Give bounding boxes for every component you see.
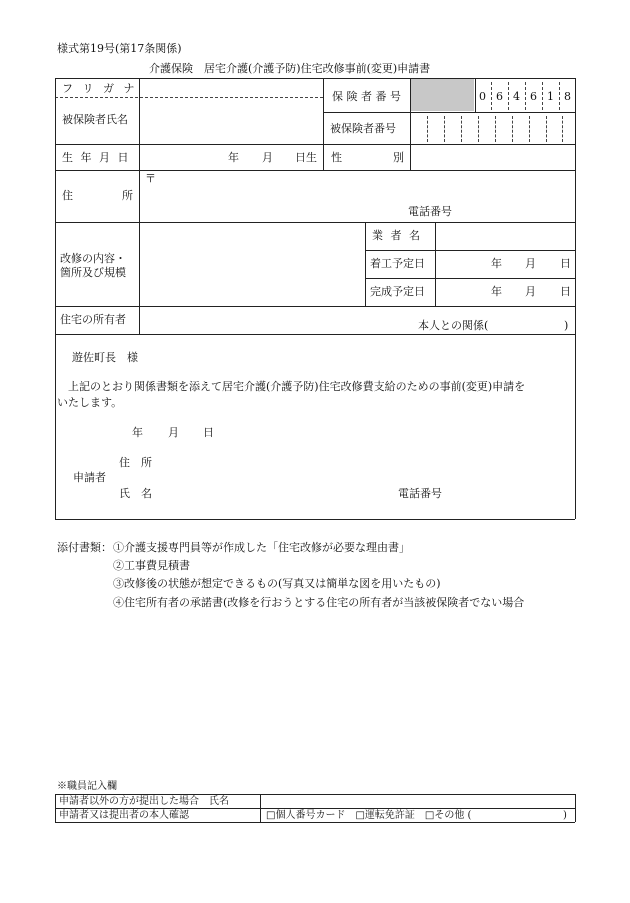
relation-label: 本人との関係(	[418, 319, 489, 332]
furigana-label: フ リ ガ ナ	[62, 82, 138, 95]
date-year: 年	[132, 426, 143, 439]
owner-label: 住宅の所有者	[60, 313, 126, 326]
sex-label: 性	[331, 151, 342, 164]
insurer-number-digit: 4	[513, 90, 520, 103]
addressee: 遊佐町長 様	[72, 351, 138, 364]
identity-options-close: )	[563, 810, 567, 821]
insurer-number-digit: 8	[564, 90, 571, 103]
birthdate-day: 日生	[295, 151, 317, 164]
date-day: 日	[203, 426, 214, 439]
form-number: 様式第19号(第17条関係)	[57, 42, 182, 55]
start-year: 年	[491, 257, 502, 270]
attachment-item: ②工事費見積書	[113, 559, 190, 572]
insurer-number-digit: 0	[479, 90, 486, 103]
postal-mark: 〒	[145, 172, 156, 185]
birthdate-label: 生 年 月 日	[62, 151, 131, 164]
start-day: 日	[560, 257, 571, 270]
staff-row-submitter: 申請者以外の方が提出した場合 氏名	[59, 796, 229, 807]
applicant-name-label: 氏 名	[119, 487, 152, 500]
insurer-number-shaded-cell	[411, 79, 474, 111]
finish-day: 日	[560, 285, 571, 298]
birthdate-month: 月	[262, 151, 273, 164]
insurer-number-digit: 6	[496, 90, 503, 103]
identity-options: □個人番号カード □運転免許証 □その他 (	[266, 810, 472, 821]
renovation-label: 箇所及び規模	[60, 266, 126, 279]
insured-name-label: 被保険者氏名	[62, 113, 128, 126]
renovation-label: 改修の内容・	[60, 252, 126, 265]
staff-row-identity: 申請者又は提出者の本人確認	[59, 810, 189, 821]
address-label: 住	[62, 189, 73, 202]
applicant-phone-label: 電話番号	[398, 487, 442, 500]
address-label-2: 所	[122, 189, 133, 202]
insurer-number-digit: 1	[547, 90, 554, 103]
attachments-label: 添付書類：	[57, 541, 112, 554]
start-date-label: 着工予定日	[370, 257, 425, 270]
birthdate-year: 年	[228, 151, 239, 164]
contractor-label: 業 者 名	[372, 229, 422, 242]
start-month: 月	[525, 257, 536, 270]
date-month: 月	[168, 426, 179, 439]
phone-label: 電話番号	[408, 205, 452, 218]
attachment-item: ④住宅所有者の承諾書(改修を行おうとする住宅の所有者が当該被保険者でない場合	[113, 596, 525, 609]
request-text: 上記のとおり関係書類を添えて居宅介護(介護予防)住宅改修費支給のための事前(変更)申請を	[68, 380, 526, 393]
request-text: いたします。	[57, 396, 123, 409]
finish-month: 月	[525, 285, 536, 298]
insurer-number-digit: 6	[530, 90, 537, 103]
form-title: 介護保険 居宅介護(介護予防)住宅改修事前(変更)申請書	[149, 62, 431, 75]
sex-label-2: 別	[393, 151, 404, 164]
finish-date-label: 完成予定日	[370, 285, 425, 298]
insurer-number-label: 保 険 者 番 号	[332, 90, 401, 103]
relation-close: )	[564, 319, 569, 332]
insured-number-label: 被保険者番号	[330, 122, 396, 135]
finish-year: 年	[491, 285, 502, 298]
staff-heading: ※職員記入欄	[57, 781, 117, 792]
applicant-address-label: 住 所	[119, 456, 152, 469]
attachment-item: ③改修後の状態が想定できるもの(写真又は簡単な図を用いたもの)	[113, 577, 441, 590]
attachment-item: ①介護支援専門員等が作成した「住宅改修が必要な理由書」	[113, 541, 410, 554]
applicant-label: 申請者	[73, 471, 106, 484]
